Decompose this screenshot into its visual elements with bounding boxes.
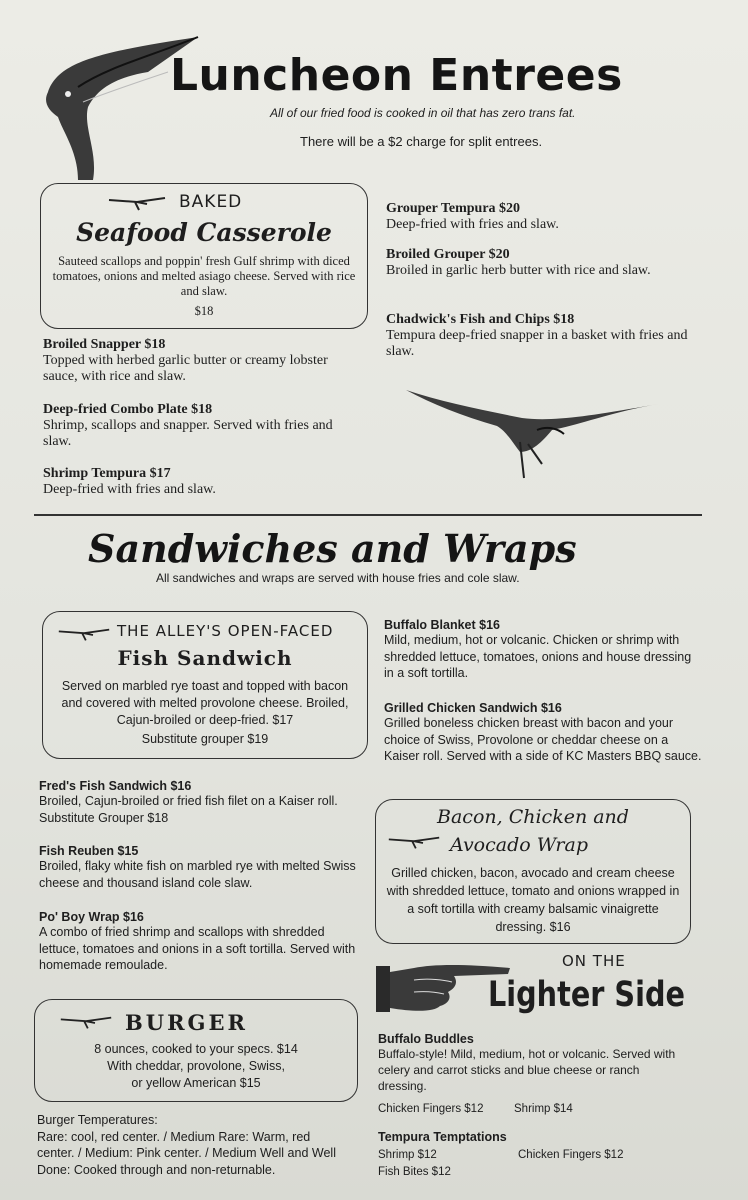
split-note: There will be a $2 charge for split entrees.	[300, 134, 543, 149]
wrap-label-line2: Avocado Wrap	[450, 834, 588, 856]
sand-item-buffalo-blanket	[384, 618, 704, 682]
item-title: Buffalo Blanket $16	[384, 618, 501, 632]
item-desc: Mild, medium, hot or volcanic. Chicken or shrimp with shredded lettuce, tomatoes, onions and house dressing in a soft tortilla.	[384, 633, 692, 680]
tempura-shrimp-price: Shrimp $12	[378, 1149, 437, 1161]
item-desc: Broiled, Cajun-broiled or fried fish filet on a Kaiser roll. Substitute Grouper $18	[39, 794, 338, 825]
burger-temperatures	[37, 1112, 347, 1178]
alley-desc: Served on marbled rye toast and topped with bacon and covered with melted provolone cheese. Broiled, Cajun-broiled or deep-fried. $17	[61, 679, 349, 727]
small-bird-icon	[55, 626, 113, 644]
section-divider	[34, 514, 702, 516]
small-bird-icon	[57, 1014, 115, 1032]
sand-item-reuben	[39, 844, 361, 891]
item-desc: Broiled in garlic herb butter with rice and slaw.	[386, 263, 651, 278]
wrap-box	[375, 799, 691, 944]
casserole-label-top: BAKED	[179, 192, 243, 212]
alley-sub: Substitute grouper $19	[141, 732, 269, 746]
item-desc: Tempura deep-fried snapper in a basket with fries and slaw.	[386, 328, 688, 359]
fish-bites-price: Fish Bites $12	[378, 1166, 451, 1178]
item-title: Chadwick's Fish and Chips $18	[386, 312, 575, 327]
item-title: Shrimp Tempura $17	[43, 466, 171, 481]
lunch-item-combo-plate	[43, 402, 363, 450]
small-bird-icon	[386, 834, 442, 852]
sandwiches-title: Sandwiches and Wraps	[88, 526, 577, 571]
burger-line2: With cheddar, provolone, Swiss,	[107, 1059, 285, 1073]
tempura-chicken-price: Chicken Fingers $12	[518, 1149, 624, 1161]
item-desc: Deep-fried with fries and slaw.	[43, 482, 216, 497]
small-bird-icon	[107, 194, 167, 214]
item-title: Grilled Chicken Sandwich $16	[384, 701, 562, 715]
item-title: Fred's Fish Sandwich $16	[39, 779, 192, 793]
alley-label-main: Fish Sandwich	[117, 646, 293, 670]
item-desc: Topped with herbed garlic butter or creamy lobster sauce, with rice and slaw.	[43, 353, 328, 384]
alley-sandwich-box	[42, 611, 368, 759]
chicken-fingers-price: Chicken Fingers $12	[378, 1103, 484, 1115]
fried-note: All of our fried food is cooked in oil that has zero trans fat.	[270, 106, 576, 120]
burger-temps-title: Burger Temperatures:	[37, 1113, 158, 1127]
item-desc: Buffalo-style! Mild, medium, hot or volcanic. Served with celery and carrot sticks and blue cheese or ranch dressing.	[378, 1047, 676, 1093]
item-title: Po' Boy Wrap $16	[39, 910, 144, 924]
lighter-label-main: Lighter Side	[488, 975, 685, 1015]
item-desc: A combo of fried shrimp and scallops with shredded lettuce, tomatoes and onions in a soft tortilla. Served with homemade remoulade.	[39, 925, 356, 972]
item-desc: Deep-fried with fries and slaw.	[386, 217, 559, 232]
wrap-desc: Grilled chicken, bacon, avocado and cream cheese with shredded lettuce, tomato and onions wrapped in a soft tortilla with creamy balsamic vinaigrette dressing. $16	[386, 866, 680, 934]
sand-item-freds	[39, 779, 359, 826]
item-title: Broiled Grouper $20	[386, 247, 510, 262]
lunch-item-grouper-tempura	[386, 201, 706, 233]
casserole-desc: Sauteed scallops and poppin' fresh Gulf shrimp with diced tomatoes, onions and melted asiago cheese. Served with rice and slaw.	[52, 254, 356, 298]
burger-line3: or yellow American $15	[131, 1076, 261, 1090]
wrap-label-line1: Bacon, Chicken and	[437, 806, 629, 828]
casserole-price: $18	[194, 304, 214, 318]
flying-pelican-icon	[402, 382, 662, 482]
item-title: Deep-fried Combo Plate $18	[43, 402, 213, 417]
item-desc: Grilled boneless chicken breast with bacon and your choice of Swiss, Provolone or cheddar cheese on a Kaiser roll. Served with a side of KC Masters BBQ sauce.	[384, 716, 702, 763]
item-desc: Broiled, flaky white fish on marbled rye with melted Swiss cheese and thousand island cole slaw.	[39, 859, 356, 890]
luncheon-title: Luncheon Entrees	[170, 50, 623, 101]
burger-label: BURGER	[125, 1010, 248, 1035]
casserole-box	[40, 183, 368, 329]
lunch-item-broiled-snapper	[43, 337, 363, 385]
item-title: Broiled Snapper $18	[43, 337, 166, 352]
lighter-label-small: ON THE	[562, 952, 626, 970]
tempura-temptations-title: Tempura Temptations	[378, 1130, 507, 1144]
sandwiches-note: All sandwiches and wraps are served with house fries and cole slaw.	[156, 571, 520, 585]
burger-line1: 8 ounces, cooked to your specs. $14	[94, 1042, 298, 1056]
item-title: Grouper Tempura $20	[386, 201, 521, 216]
item-title: Fish Reuben $15	[39, 844, 139, 858]
alley-label-top: THE ALLEY'S OPEN-FACED	[117, 622, 334, 640]
item-title: Buffalo Buddles	[378, 1032, 474, 1046]
item-desc: Shrimp, scallops and snapper. Served with fries and slaw.	[43, 418, 333, 449]
casserole-label-main: Seafood Casserole	[76, 218, 332, 247]
lunch-item-broiled-grouper	[386, 247, 686, 279]
buffalo-buddles	[378, 1032, 678, 1094]
lunch-item-fish-and-chips	[386, 312, 706, 360]
sand-item-grilled-chicken	[384, 701, 704, 765]
burger-temps-desc: Rare: cool, red center. / Medium Rare: Warm, red center. / Medium: Pink center. / Medium Well and Well Done: Cooked through and non-returnable.	[37, 1129, 336, 1177]
burger-box	[34, 999, 358, 1102]
sand-item-po-boy	[39, 910, 361, 974]
lunch-item-shrimp-tempura	[43, 466, 363, 498]
shrimp-price: Shrimp $14	[514, 1103, 573, 1115]
